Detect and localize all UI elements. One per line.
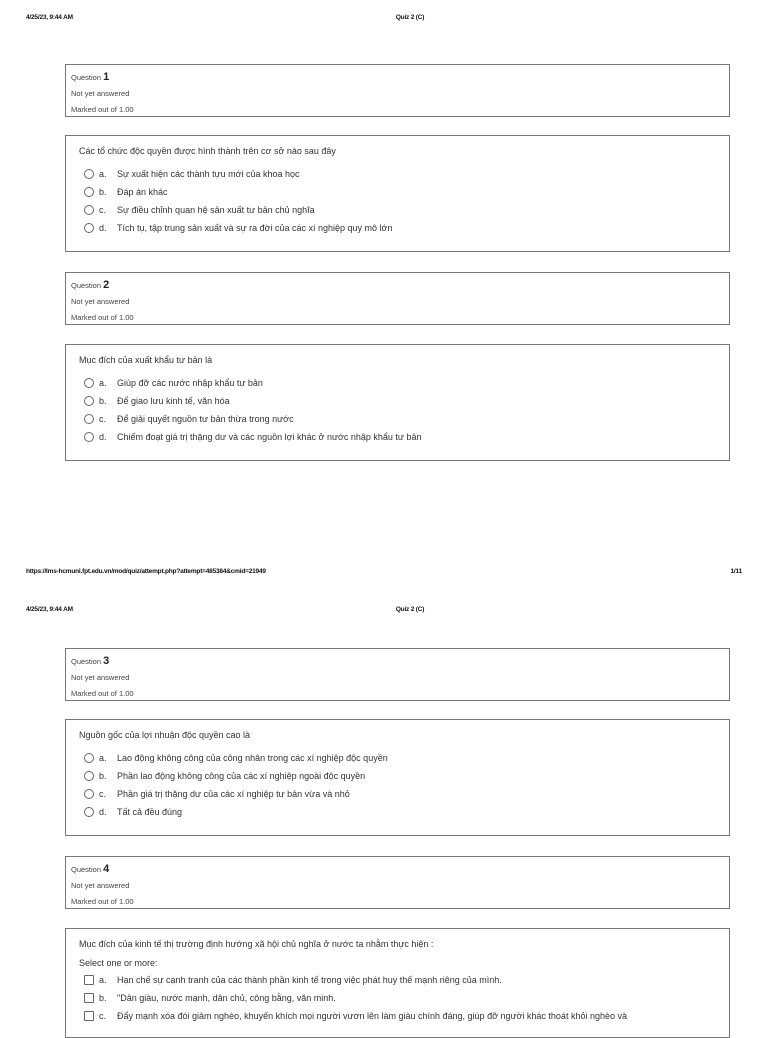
answer-option[interactable] bbox=[79, 392, 717, 410]
answer-text: Lao động không công của công nhân trong các xí nghiệp độc quyền bbox=[117, 753, 388, 763]
question-label: Question bbox=[71, 657, 102, 666]
page-header bbox=[26, 14, 742, 26]
radio-button[interactable] bbox=[84, 789, 94, 799]
answer-letter: d. bbox=[99, 223, 107, 233]
answer-option[interactable] bbox=[79, 374, 717, 392]
question-marks: Marked out of 1.00 bbox=[71, 896, 134, 906]
answer-text: Để giao lưu kinh tế, văn hóa bbox=[117, 396, 230, 406]
answer-letter: b. bbox=[99, 771, 107, 781]
answer-option[interactable] bbox=[79, 219, 717, 237]
question-label: Question bbox=[71, 281, 102, 290]
question-status: Not yet answered bbox=[71, 89, 130, 98]
footer-page-number: 1/11 bbox=[730, 568, 742, 575]
page-footer bbox=[26, 568, 742, 580]
radio-button[interactable] bbox=[84, 432, 94, 442]
answer-letter: a. bbox=[99, 975, 107, 985]
answer-letter: c. bbox=[99, 789, 107, 799]
question-text: Các tổ chức độc quyền được hình thành trên cơ sở nào sau đây bbox=[79, 146, 336, 156]
question-status: Not yet answered bbox=[71, 673, 130, 682]
answer-letter: c. bbox=[99, 414, 107, 424]
question-text: Nguồn gốc của lợi nhuận độc quyền cao là bbox=[79, 730, 251, 740]
answer-option[interactable] bbox=[79, 803, 717, 821]
answer-letter: b. bbox=[99, 993, 107, 1003]
checkbox[interactable] bbox=[84, 1011, 94, 1021]
question-info bbox=[65, 64, 730, 117]
answer-text: Để giải quyết nguồn tư bản thừa trong nước bbox=[117, 414, 294, 424]
answer-option[interactable] bbox=[79, 749, 717, 767]
question-marks: Marked out of 1.00 bbox=[71, 104, 134, 114]
answer-option[interactable] bbox=[79, 201, 717, 219]
question-number: 3 bbox=[103, 655, 110, 667]
answer-option[interactable] bbox=[79, 785, 717, 803]
answer-letter: a. bbox=[99, 378, 107, 388]
header-title: Quiz 2 (C) bbox=[395, 606, 425, 613]
checkbox[interactable] bbox=[84, 993, 94, 1003]
question-text: Mục đích của xuất khẩu tư bản là bbox=[79, 355, 213, 365]
answer-letter: a. bbox=[99, 753, 107, 763]
select-prompt: Select one or more: bbox=[79, 958, 158, 968]
answer-text: "Dân giàu, nước mạnh, dân chủ, công bằng, văn minh. bbox=[117, 993, 336, 1003]
answer-option[interactable] bbox=[79, 767, 717, 785]
answer-text: Tất cả đều đúng bbox=[117, 807, 183, 817]
radio-button[interactable] bbox=[84, 169, 94, 179]
question-label: Question bbox=[71, 73, 102, 82]
question-label: Question bbox=[71, 865, 102, 874]
radio-button[interactable] bbox=[84, 378, 94, 388]
question-content bbox=[65, 928, 730, 1038]
answer-letter: c. bbox=[99, 1011, 107, 1021]
answer-option[interactable] bbox=[79, 165, 717, 183]
answer-text: Phần giá trị thặng dư của các xí nghiệp tư bản vừa và nhỏ bbox=[117, 789, 350, 799]
radio-button[interactable] bbox=[84, 753, 94, 763]
header-datetime: 4/25/23, 9:44 AM bbox=[26, 606, 73, 613]
answer-letter: d. bbox=[99, 807, 107, 817]
answer-text: Sự điều chỉnh quan hệ sản xuất tư bản chủ nghĩa bbox=[117, 205, 315, 215]
question-info bbox=[65, 856, 730, 909]
radio-button[interactable] bbox=[84, 223, 94, 233]
answer-option[interactable] bbox=[79, 183, 717, 201]
answer-text: Đẩy mạnh xóa đói giảm nghèo, khuyến khích mọi người vươn lên làm giàu chính đáng, giúp đỡ người khác thoát khỏi nghèo và bbox=[117, 1011, 627, 1021]
answer-text: Tích tụ, tập trung sản xuất và sự ra đời của các xí nghiệp quy mô lớn bbox=[117, 223, 393, 233]
answer-text: Đáp án khác bbox=[117, 187, 168, 197]
question-content bbox=[65, 135, 730, 252]
answer-letter: c. bbox=[99, 205, 107, 215]
answer-option[interactable] bbox=[79, 971, 717, 989]
question-info bbox=[65, 272, 730, 325]
header-title: Quiz 2 (C) bbox=[395, 14, 425, 21]
header-datetime: 4/25/23, 9:44 AM bbox=[26, 14, 73, 21]
radio-button[interactable] bbox=[84, 396, 94, 406]
radio-button[interactable] bbox=[84, 414, 94, 424]
answer-text: Chiếm đoạt giá trị thặng dư và các nguồn lợi khác ở nước nhập khẩu tư bản bbox=[117, 432, 422, 442]
answer-option[interactable] bbox=[79, 428, 717, 446]
answer-letter: b. bbox=[99, 396, 107, 406]
footer-url: https://lms-hcmuni.fpt.edu.vn/mod/quiz/attempt.php?attempt=485384&cmid=21949 bbox=[26, 568, 266, 575]
answer-text: Phần lao động không công của các xí nghiệp ngoài độc quyền bbox=[117, 771, 366, 781]
answer-letter: a. bbox=[99, 169, 107, 179]
answer-option[interactable] bbox=[79, 989, 717, 1007]
answer-option[interactable] bbox=[79, 1007, 717, 1025]
answer-letter: d. bbox=[99, 432, 107, 442]
question-content bbox=[65, 719, 730, 836]
question-status: Not yet answered bbox=[71, 881, 130, 890]
question-marks: Marked out of 1.00 bbox=[71, 688, 134, 698]
answer-text: Giúp đỡ các nước nhập khẩu tư bản bbox=[117, 378, 263, 388]
radio-button[interactable] bbox=[84, 771, 94, 781]
radio-button[interactable] bbox=[84, 205, 94, 215]
question-text: Mục đích của kinh tế thị trường định hướng xã hội chủ nghĩa ở nước ta nhằm thực hiện : bbox=[79, 939, 434, 949]
answer-text: Sự xuất hiện các thành tựu mới của khoa học bbox=[117, 169, 300, 179]
answer-option[interactable] bbox=[79, 410, 717, 428]
answer-text: Hạn chế sự cạnh tranh của các thành phần kinh tế trong việc phát huy thế mạnh riêng của mình. bbox=[117, 975, 502, 985]
radio-button[interactable] bbox=[84, 807, 94, 817]
question-marks: Marked out of 1.00 bbox=[71, 312, 134, 322]
question-number: 1 bbox=[103, 71, 110, 83]
question-number: 4 bbox=[103, 863, 110, 875]
question-status: Not yet answered bbox=[71, 297, 130, 306]
answer-letter: b. bbox=[99, 187, 107, 197]
checkbox[interactable] bbox=[84, 975, 94, 985]
question-number: 2 bbox=[103, 279, 110, 291]
question-info bbox=[65, 648, 730, 701]
page-header bbox=[26, 606, 742, 618]
radio-button[interactable] bbox=[84, 187, 94, 197]
question-content bbox=[65, 344, 730, 461]
